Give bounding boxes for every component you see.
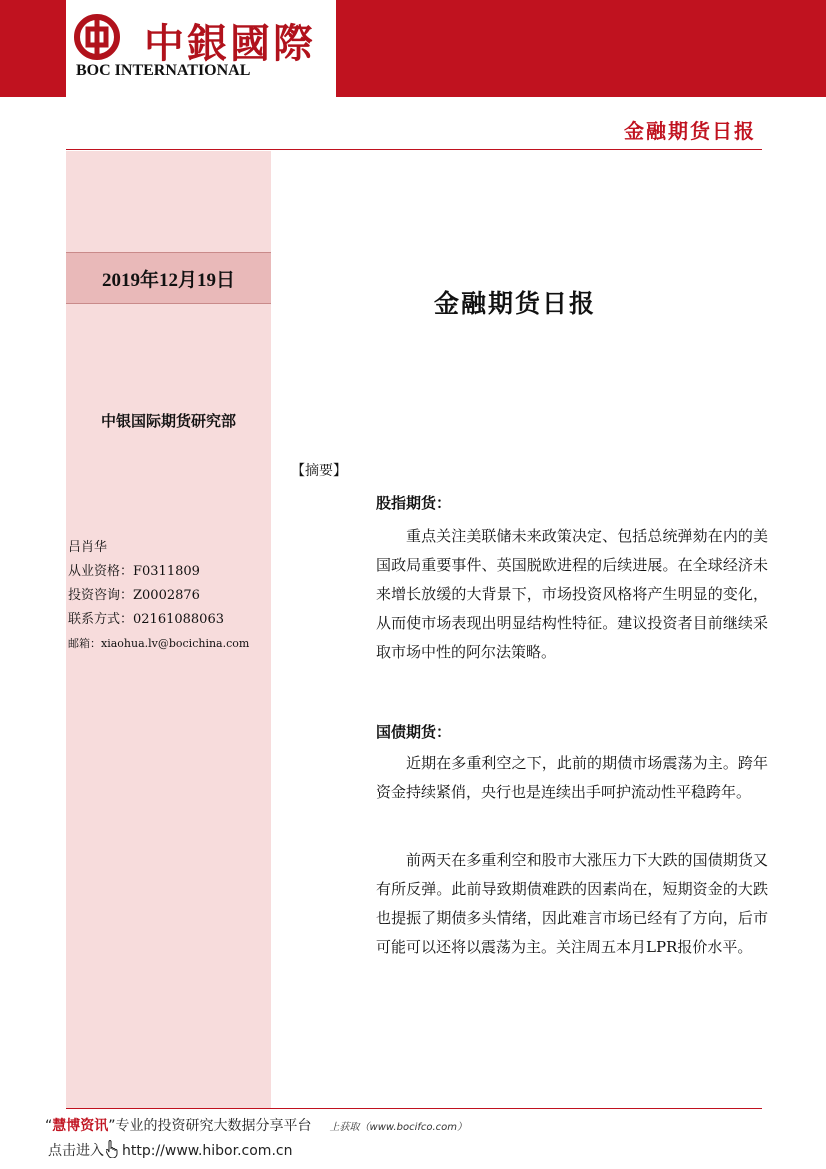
department-name: 中银国际期货研究部	[100, 412, 236, 430]
footer-quote-close: ”	[108, 1118, 116, 1134]
analyst-license: 从业资格：F0311809	[68, 564, 200, 579]
paragraph-treasury-1: 近期在多重利空之下，此前的期债市场震荡为主。跨年资金持续紧俏，央行也是连续出手呵护流动性平稳跨年。	[376, 754, 768, 801]
bottom-divider	[66, 1108, 762, 1109]
footer-link-row[interactable]	[48, 1140, 292, 1160]
footer-watermark	[45, 1115, 467, 1135]
boc-logo-icon	[74, 14, 120, 60]
footer-source-note: 上获取（www.bocifco.com）	[329, 1122, 468, 1133]
abstract-label: 【摘要】	[291, 463, 347, 479]
footer-link-url[interactable]: http://www.hibor.com.cn	[122, 1143, 293, 1159]
paragraph-stock-index: 重点关注美联储未来政策决定、包括总统弹劾在内的美国政局重要事件、英国脱欧进程的后续进展。在全球经济未来增长放缓的大背景下，市场投资风格将产生明显的变化，从而使市场表现出明显结构性特征。建议投资者目前继续采取市场中性的阿尔法策略。	[376, 527, 768, 661]
company-logo	[66, 0, 336, 97]
page-title: 金融期货日报	[433, 289, 596, 318]
analyst-name: 吕肖华	[68, 540, 108, 555]
logo-chinese-name: 中銀國際	[144, 20, 316, 67]
report-type-label: 金融期货日报	[624, 119, 756, 143]
section-title-stock-index: 股指期货：	[376, 494, 452, 512]
paragraph-treasury-2: 前两天在多重利空和股市大涨压力下大跌的国债期货又有所反弹。此前导致期债难跌的因素尚在，短期资金的大跌也提振了期债多头情绪，因此难言市场已经有了方向，后市可能可以还将以震荡为主。关注周五本月LPR报价水平。	[376, 851, 768, 956]
footer-tagline: 专业的投资研究大数据分享平台	[115, 1118, 312, 1134]
top-divider	[66, 149, 762, 150]
pointer-hand-icon	[106, 1140, 120, 1158]
footer-brand: 慧博资讯	[52, 1118, 109, 1134]
footer-link-prefix: 点击进入	[48, 1143, 104, 1159]
logo-english-name: BOC INTERNATIONAL	[76, 62, 251, 79]
analyst-consult-id: 投资咨询：Z0002876	[68, 588, 200, 603]
analyst-phone: 联系方式：02161088063	[68, 612, 224, 627]
analyst-contact	[68, 536, 271, 656]
analyst-email: 邮箱：xiaohua.lv@bocichina.com	[68, 637, 250, 650]
footer-quote-open: “	[45, 1118, 53, 1134]
report-date: 2019年12月19日	[66, 252, 271, 304]
section-title-treasury: 国债期货：	[376, 723, 452, 741]
